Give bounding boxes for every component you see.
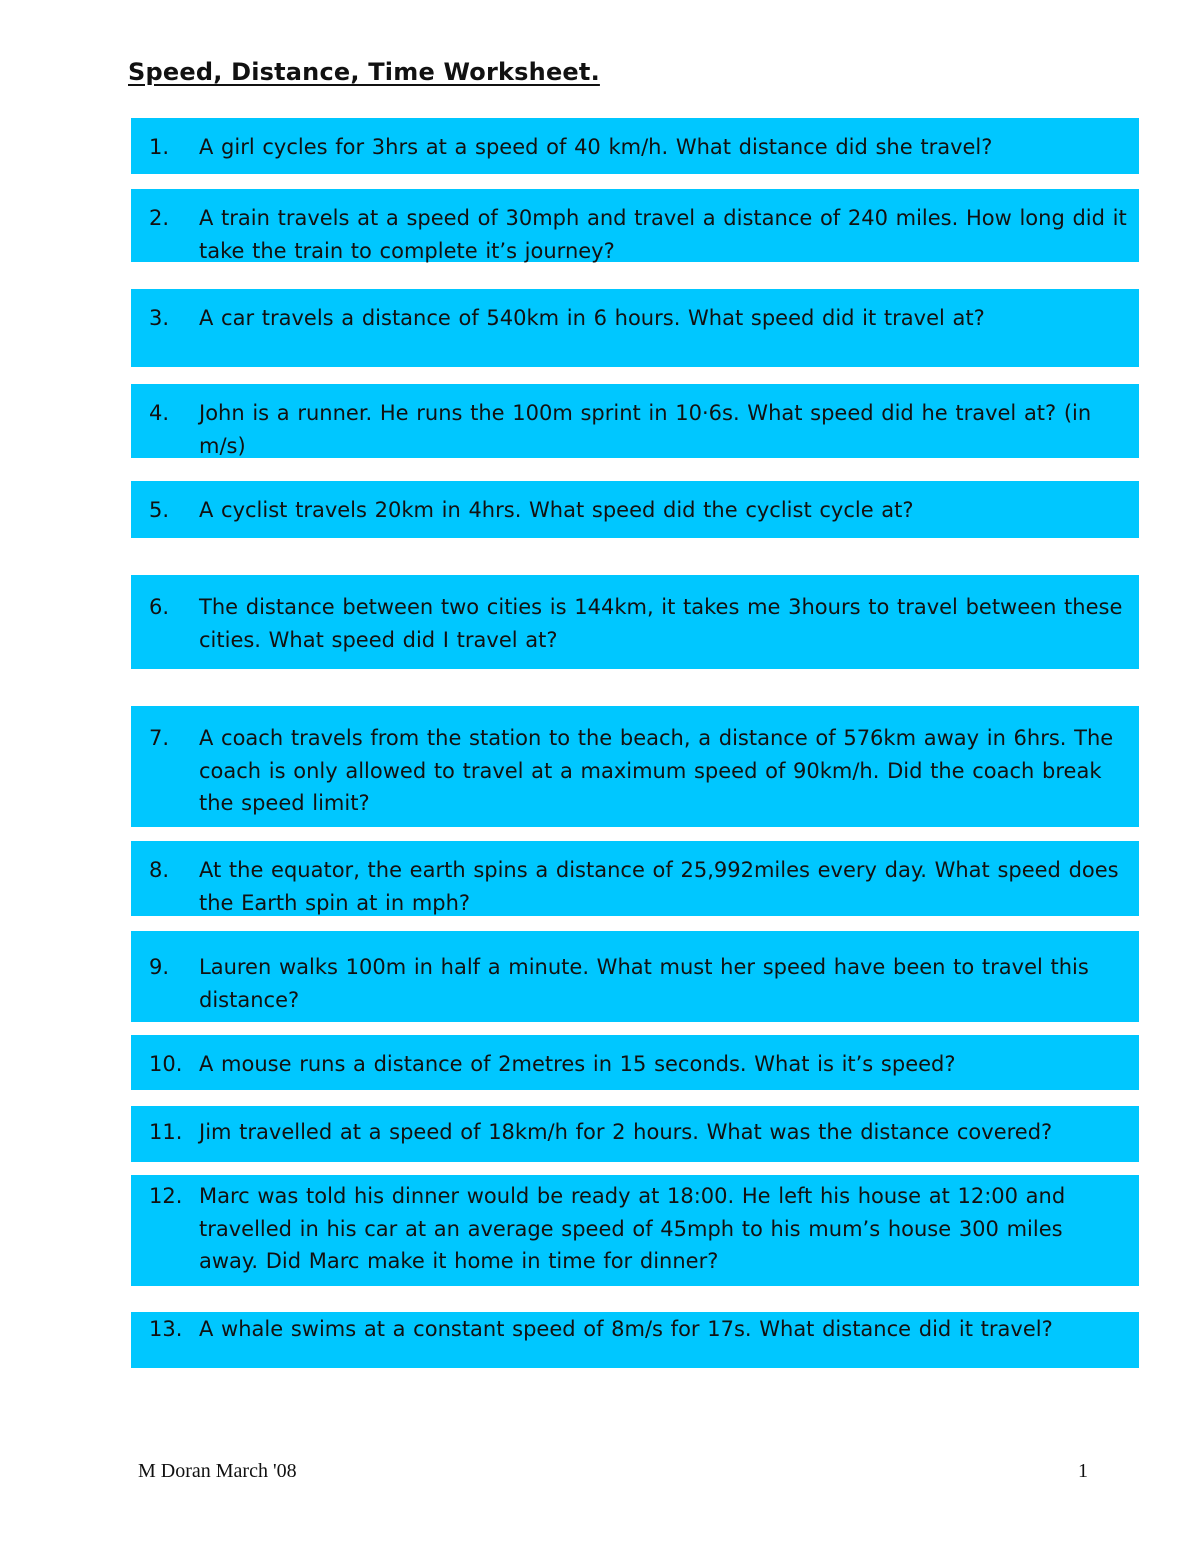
question-text: A cyclist travels 20km in 4hrs. What speed did the cyclist cycle at? <box>199 498 914 522</box>
question-number: 1. <box>149 135 170 159</box>
question-box-11 <box>131 1106 1139 1162</box>
footer-author: M Doran March '08 <box>138 1460 297 1482</box>
page-number: 1 <box>1078 1460 1088 1482</box>
question-text: The distance between two cities is 144km, it takes me 3hours to travel between these cities. What speed did I travel at? <box>199 595 1123 652</box>
question-text: Jim travelled at a speed of 18km/h for 2 hours. What was the distance covered? <box>199 1120 1053 1144</box>
question-box-13 <box>131 1312 1139 1368</box>
question-box-2 <box>131 189 1139 262</box>
question-box-3 <box>131 289 1139 367</box>
question-box-9 <box>131 931 1139 1022</box>
question-box-5 <box>131 481 1139 538</box>
question-box-10 <box>131 1035 1139 1090</box>
question-text: A mouse runs a distance of 2metres in 15 seconds. What is it’s speed? <box>199 1052 956 1076</box>
question-number: 5. <box>149 498 170 522</box>
page-title: Speed, Distance, Time Worksheet. <box>128 58 600 86</box>
question-number: 11. <box>149 1120 183 1144</box>
question-text: Marc was told his dinner would be ready at 18:00. He left his house at 12:00 and travelled in his car at an average speed of 45mph to his mum’s house 300 miles away. Did Marc make it home in time for dinner? <box>199 1184 1066 1273</box>
question-box-6 <box>131 575 1139 669</box>
question-number: 6. <box>149 595 170 619</box>
question-text: At the equator, the earth spins a distance of 25,992miles every day. What speed does the Earth spin at in mph? <box>199 858 1119 915</box>
question-number: 8. <box>149 858 170 882</box>
question-box-7 <box>131 706 1139 827</box>
question-text: A girl cycles for 3hrs at a speed of 40 km/h. What distance did she travel? <box>199 135 993 159</box>
question-box-1 <box>131 118 1139 174</box>
question-number: 3. <box>149 306 170 330</box>
question-box-12 <box>131 1175 1139 1286</box>
question-number: 13. <box>149 1317 183 1341</box>
question-number: 7. <box>149 726 170 750</box>
question-number: 2. <box>149 206 170 230</box>
question-text: A whale swims at a constant speed of 8m/s for 17s. What distance did it travel? <box>199 1317 1053 1341</box>
question-number: 4. <box>149 401 170 425</box>
question-box-4 <box>131 384 1139 458</box>
question-text: John is a runner. He runs the 100m sprint in 10·6s. What speed did he travel at? (in m/s) <box>199 401 1092 458</box>
question-number: 10. <box>149 1052 183 1076</box>
question-text: A coach travels from the station to the beach, a distance of 576km away in 6hrs. The coach is only allowed to travel at a maximum speed of 90km/h. Did the coach break the speed limit? <box>199 726 1114 815</box>
question-number: 9. <box>149 955 170 979</box>
question-text: A car travels a distance of 540km in 6 hours. What speed did it travel at? <box>199 306 985 330</box>
question-box-8 <box>131 841 1139 916</box>
question-number: 12. <box>149 1184 183 1208</box>
question-text: Lauren walks 100m in half a minute. What must her speed have been to travel this distance? <box>199 955 1089 1012</box>
question-text: A train travels at a speed of 30mph and travel a distance of 240 miles. How long did it take the train to complete it’s journey? <box>199 206 1127 263</box>
